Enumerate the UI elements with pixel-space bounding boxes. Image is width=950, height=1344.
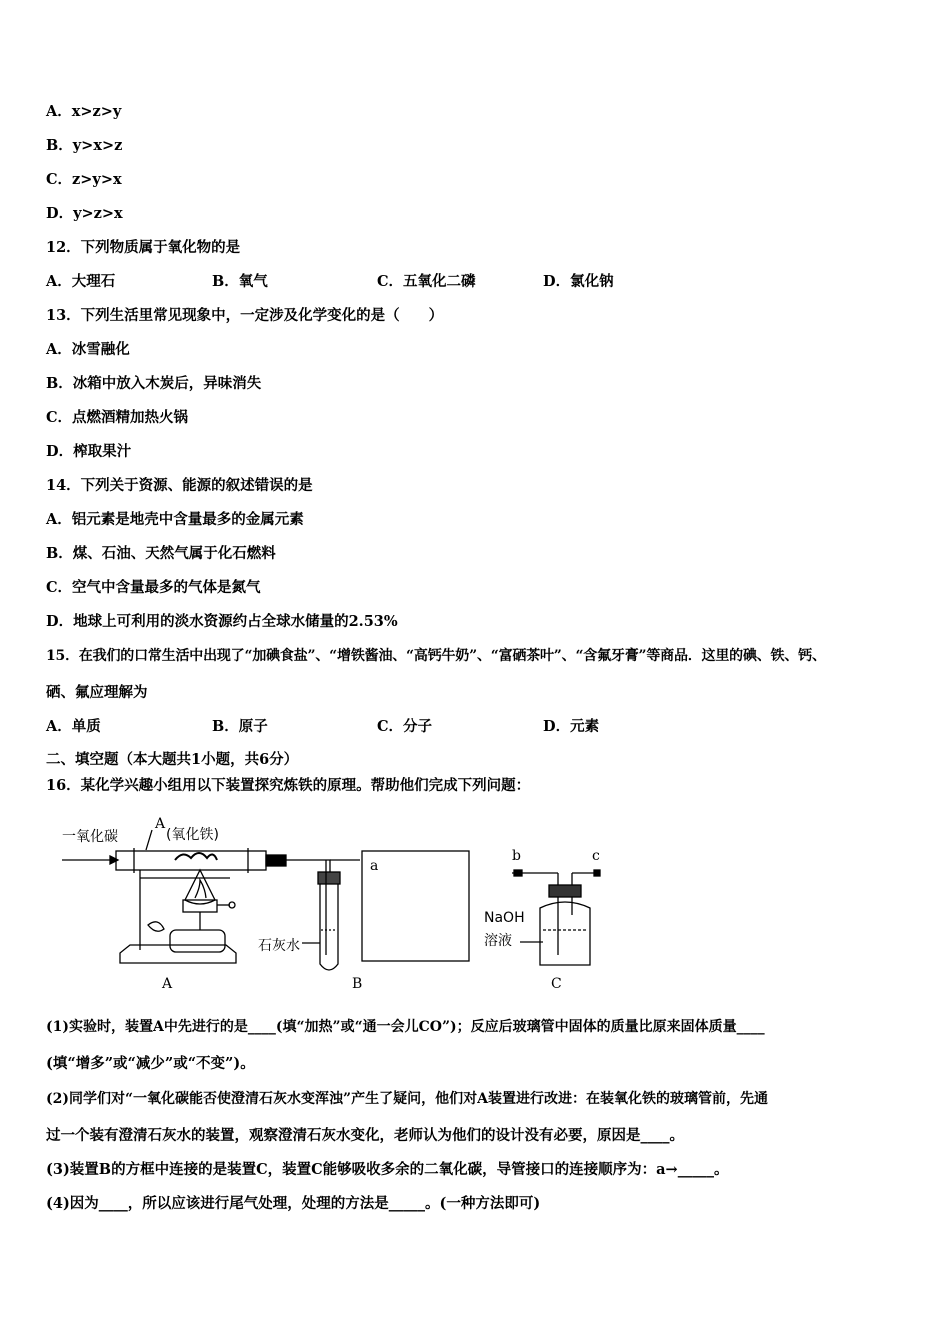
- q16-sub4: (4)因为____，所以应该进行尾气处理，处理的方法是_____。(一种方法即可): [46, 1195, 541, 1212]
- q16-sub1-line2: (填“增多”或“减少”或“不变”)。: [46, 1055, 255, 1072]
- section-heading: 二、填空题（本大题共1小题，共6分）: [46, 751, 299, 768]
- solution-label: 溶液: [484, 933, 512, 949]
- alcohol-lamp: [170, 930, 225, 952]
- test-tube-stopper: [318, 872, 340, 884]
- q11-option-b: B．y>x>z: [46, 137, 123, 154]
- q16-sub1-line1: (1)实验时，装置A中先进行的是____(填“加热”或“通一会儿CO”)；反应后玻璃管中固体的质量比原来固体质量____: [46, 1019, 765, 1035]
- q15-option-a: A．单质: [46, 718, 101, 735]
- q15-option-c: C．分子: [377, 718, 433, 735]
- q13-option-d: D．榨取果汁: [46, 443, 132, 460]
- caption-a: A: [162, 976, 173, 992]
- q11-option-a: A．x>z>y: [46, 103, 122, 120]
- q13-stem: 13．下列生活里常见现象中，一定涉及化学变化的是（ ）: [46, 307, 444, 324]
- glass-tube: [116, 851, 266, 870]
- q15-option-b: B．原子: [212, 718, 268, 735]
- q12-stem: 12．下列物质属于氧化物的是: [46, 239, 241, 256]
- q16-stem: 16．某化学兴趣小组用以下装置探究炼铁的原理。帮助他们完成下列问题：: [46, 777, 531, 794]
- q13-option-c: C．点燃酒精加热火锅: [46, 409, 189, 426]
- q14-stem: 14．下列关于资源、能源的叙述错误的是: [46, 477, 313, 494]
- lamp-flame: [185, 870, 215, 904]
- q16-sub3: (3)装置B的方框中连接的是装置C，装置C能够吸收多余的二氧化碳，导管接口的连接顺序为：a→_____。: [46, 1161, 729, 1178]
- q14-option-d: D．地球上可利用的淡水资源约占全球水储量的2.53%: [46, 613, 398, 630]
- q14-option-c: C．空气中含量最多的气体是氮气: [46, 579, 261, 596]
- q12-option-c: C．五氧化二磷: [377, 273, 476, 290]
- q13-option-b: B．冰箱中放入木炭后，异味消失: [46, 375, 262, 392]
- tube-stopper: [266, 855, 286, 866]
- naoh-label: NaOH: [484, 910, 525, 926]
- stand-base: [120, 945, 236, 963]
- caption-b: B: [352, 976, 363, 992]
- q15-stem-line2: 硒、氟应理解为: [46, 684, 148, 701]
- iron-oxide-sample: [175, 853, 217, 860]
- q12-option-b: B．氧气: [212, 273, 268, 290]
- q11-option-c: C．z>y>x: [46, 171, 122, 188]
- q13-option-a: A．冰雪融化: [46, 341, 130, 358]
- q12-option-d: D．氯化钠: [543, 273, 614, 290]
- caption-c: C: [551, 976, 562, 992]
- iron-oxide-label: (氧化铁): [166, 827, 219, 843]
- port-a-label: a: [370, 858, 379, 874]
- test-tube: [320, 884, 338, 970]
- q11-option-d: D．y>z>x: [46, 205, 123, 222]
- q16-sub2-line1: (2)同学们对“一氧化碳能否使澄清石灰水变浑浊”产生了疑问，他们对A装置进行改进：在装氧化铁的玻璃管前，先通: [46, 1091, 768, 1107]
- port-b-label: b: [512, 848, 521, 864]
- co-label: 一氧化碳: [62, 829, 118, 845]
- port-c-label: c: [592, 848, 600, 864]
- bottle-stopper: [549, 885, 581, 897]
- apparatus-a-top-label: A: [155, 816, 166, 832]
- q15-option-d: D．元素: [543, 718, 600, 735]
- q15-stem-line1: 15．在我们的口常生活中出现了“加碘食盐”、“增铁酱油、“高钙牛奶”、“富硒茶叶”、“含氟牙膏”等商品．这里的碘、铁、钙、: [46, 648, 826, 664]
- gas-washing-bottle: [540, 902, 590, 965]
- q14-option-b: B．煤、石油、天然气属于化石燃料: [46, 545, 276, 562]
- q16-sub2-line2: 过一个装有澄清石灰水的装置，观察澄清石灰水变化，老师认为他们的设计没有必要，原因是____。: [46, 1127, 684, 1144]
- limewater-label: 石灰水: [258, 938, 300, 954]
- q12-option-a: A．大理石: [46, 273, 116, 290]
- q14-option-a: A．铝元素是地壳中含量最多的金属元素: [46, 511, 304, 528]
